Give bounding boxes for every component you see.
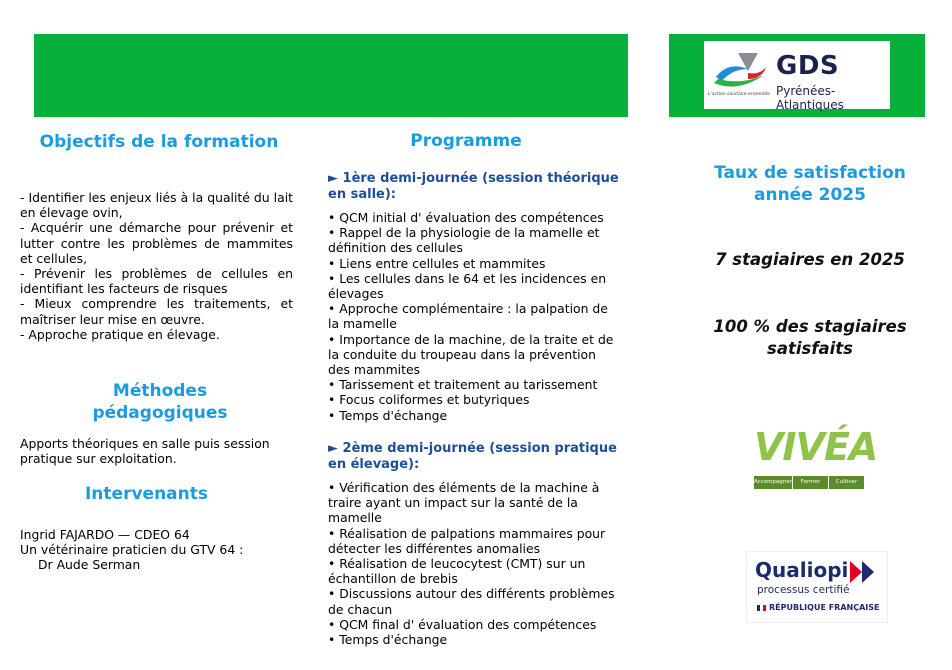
qualiopi-logo [746, 551, 888, 623]
list-item: • Discussions autour des différents problèmes de chacun [328, 586, 615, 617]
vivea-bar-item: Former [793, 476, 829, 489]
list-item: • Temps d'échange [328, 407, 448, 423]
list-item: • Temps d'échange [328, 632, 448, 648]
session1-list [328, 210, 618, 423]
vivea-logo [754, 424, 878, 498]
qualiopi-subtitle: processus certifié [757, 584, 850, 596]
vivea-word: VIVÉA [754, 425, 878, 469]
gds-tagline: L'action sanitaire ensemble [708, 92, 771, 97]
list-item: • Réalisation de palpations mammaires pour détecter les différentes anomalies [328, 525, 606, 556]
intervenant-line: Ingrid FAJARDO — CDEO 64 [20, 527, 190, 542]
list-item: • Rappel de la physiologie de la mamelle et définition des cellules [328, 225, 600, 256]
qualiopi-republic-text: RÉPUBLIQUE FRANÇAISE [769, 603, 880, 612]
objectifs-title: Objectifs de la formation [39, 132, 279, 152]
methodes-title: Méthodes pédagogiques [92, 381, 228, 423]
qualiopi-word: Qualiopi [755, 558, 849, 582]
methodes-text: Apports théoriques en salle puis session pratique sur exploitation. [20, 436, 270, 467]
list-item: • Importance de la machine, de la traite et de la conduite du troupeau dans la prévention des mammites [328, 331, 614, 378]
gds-title: GDS [776, 51, 840, 81]
programme-title: Programme [410, 131, 522, 151]
vivea-bar-item: Cultiver l'avenir [835, 479, 858, 498]
qualiopi-arrows-icon [850, 561, 882, 583]
list-item: • Les cellules dans le 64 et les incidences en élevages [328, 270, 607, 302]
list-item: • Vérification des éléments de la machine à traire ayant un impact sur la santé de la mamelle [328, 480, 600, 526]
list-item: - Prévenir les problèmes de cellules en identifiant les facteurs de risques [20, 266, 293, 297]
list-item: - Mieux comprendre les traitements, et maîtriser leur mise en œuvre. [20, 296, 293, 327]
gds-mark-icon [708, 49, 770, 91]
session2-list [328, 480, 618, 647]
intervenant-line: Dr Aude Serman [38, 557, 141, 573]
list-item: • Réalisation de leucocytest (CMT) sur un échantillon de brebis [328, 556, 586, 587]
list-item: • Focus coliformes et butyriques [328, 392, 530, 408]
intervenant-line: Un vétérinaire praticien du GTV 64 : [20, 542, 244, 558]
objectifs-list [20, 190, 293, 342]
list-item: • Approche complémentaire : la palpation de la mamelle [328, 301, 608, 332]
list-item: - Acquérir une démarche pour prévenir et lutter contre les problèmes de mammites et cellules, [20, 220, 293, 266]
session2-title: ► 2ème demi-journée (session pratique en élevage): [328, 441, 617, 472]
session1-title: ► 1ère demi-journée (session théorique en salle): [328, 171, 619, 202]
french-flag-icon [757, 605, 766, 611]
vivea-bar-item: Accompagner [754, 476, 793, 489]
gds-logo [704, 41, 890, 112]
header-banner-left [34, 34, 628, 117]
qualiopi-republic [757, 603, 879, 612]
list-item: • QCM initial d' évaluation des compétences [328, 210, 604, 225]
list-item: • Liens entre cellules et mammites [328, 255, 546, 271]
stagiaires-count: 7 stagiaires en 2025 [715, 250, 905, 269]
intervenants-title: Intervenants [84, 484, 208, 504]
vivea-bar [754, 476, 864, 498]
list-item: - Approche pratique en élevage. [20, 326, 220, 342]
intervenants-list [20, 527, 292, 573]
satisfaction-rate: 100 % des stagiaires satisfaits [713, 317, 907, 358]
list-item: - Identifier les enjeux liés à la qualité du lait en élevage ovin, [20, 190, 293, 221]
gds-subtitle: Pyrénées-Atlantiques [776, 84, 844, 112]
list-item: • Tarissement et traitement au tarissement [328, 377, 598, 393]
satisfaction-title: Taux de satisfaction année 2025 [714, 163, 906, 205]
list-item: • QCM final d' évaluation des compétences [328, 616, 597, 632]
